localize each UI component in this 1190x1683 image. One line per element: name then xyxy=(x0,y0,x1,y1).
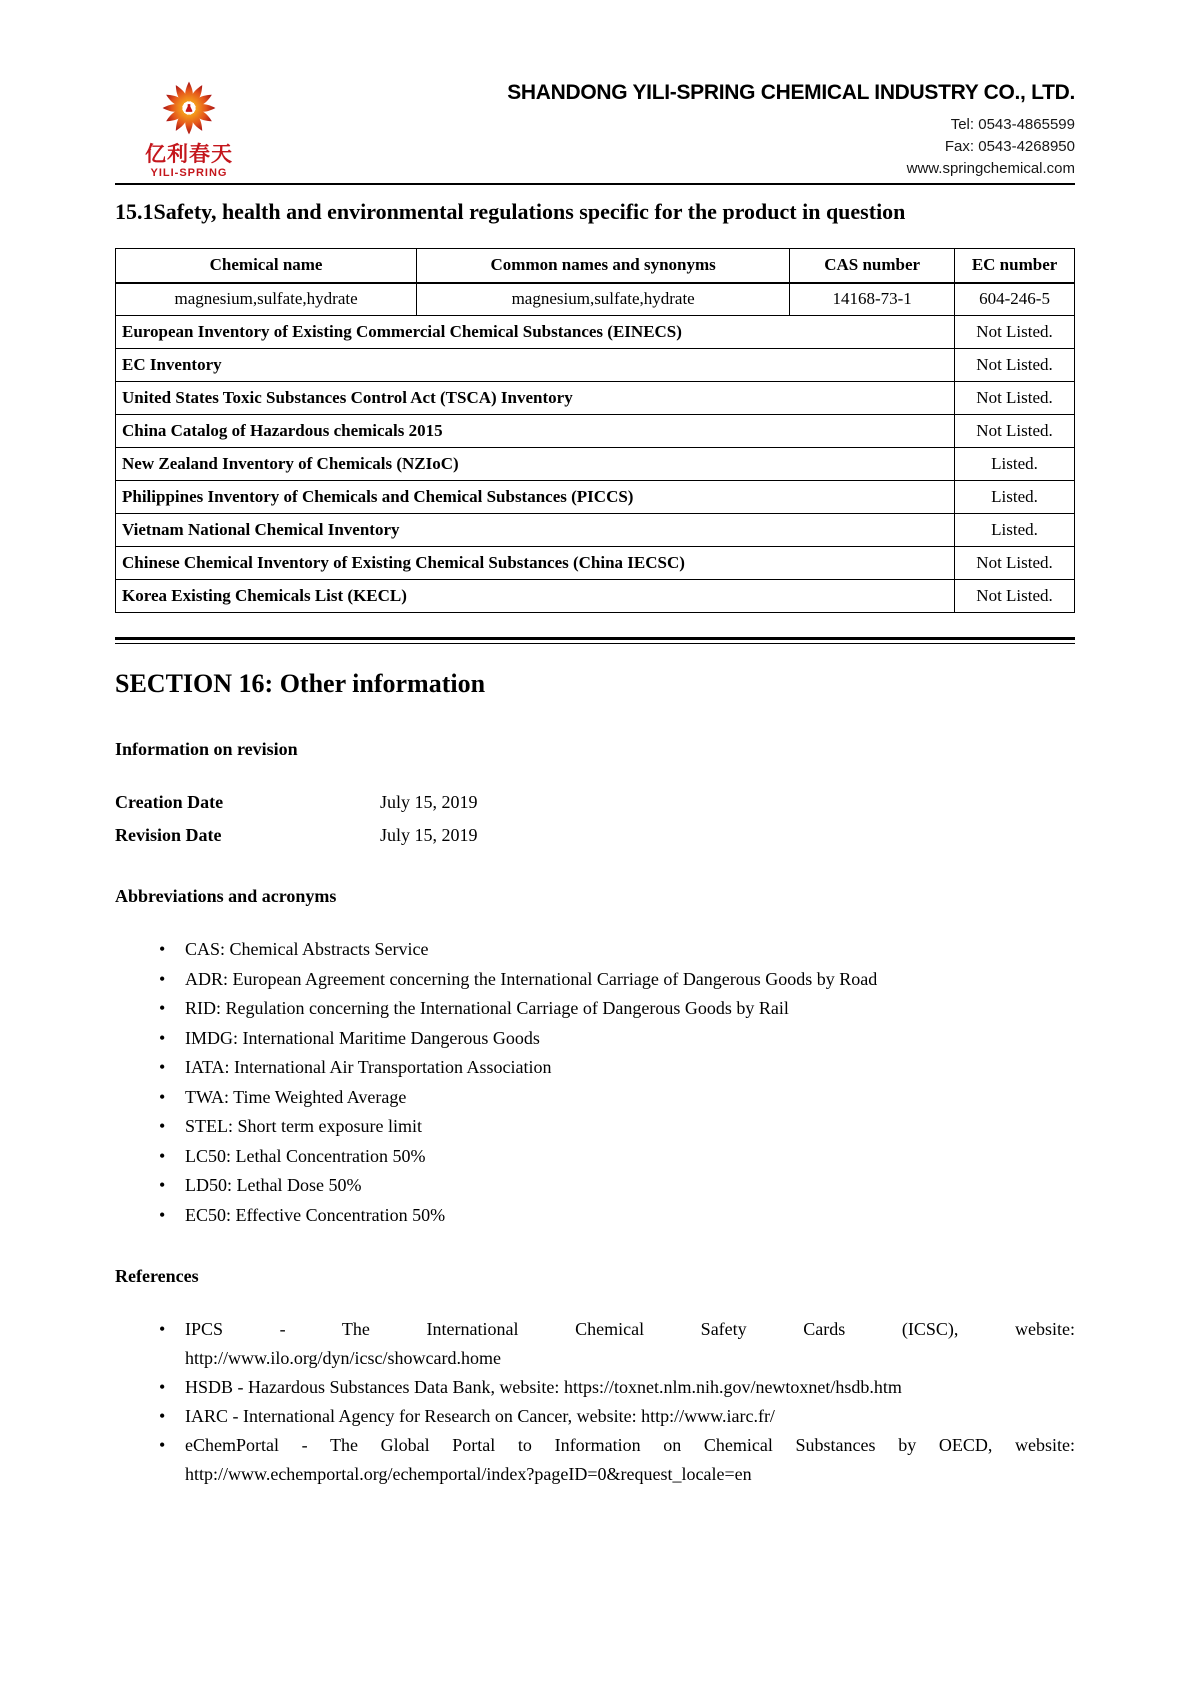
inventory-name: China Catalog of Hazardous chemicals 2015 xyxy=(116,415,955,448)
company-fax: Fax: 0543-4268950 xyxy=(944,138,1075,155)
abbreviation-item: • ADR: European Agreement concerning the International Carriage of Dangerous Goods by Road xyxy=(115,965,1075,995)
abbreviations-list xyxy=(115,935,1075,1230)
header-rule xyxy=(115,183,1075,185)
reference-url: http://www.ilo.org/dyn/icsc/showcard.home xyxy=(185,1348,501,1368)
abbreviation-item: • IATA: International Air Transportation Association xyxy=(115,1053,1075,1083)
reference-url: https://toxnet.nlm.nih.gov/newtoxnet/hsdb.htm xyxy=(563,1377,902,1397)
regulatory-table xyxy=(115,248,1075,613)
inventory-row xyxy=(116,382,1075,415)
inventory-name: EC Inventory xyxy=(116,349,955,382)
abbreviation-item: • IMDG: International Maritime Dangerous Goods xyxy=(115,1024,1075,1054)
inventory-row xyxy=(116,415,1075,448)
creation-date-label: Creation Date xyxy=(115,792,224,812)
company-info xyxy=(507,78,1075,180)
abbreviation-item: • LD50: Lethal Dose 50% xyxy=(115,1171,1075,1201)
company-website: www.springchemical.com xyxy=(906,160,1075,177)
substance-row xyxy=(116,283,1075,316)
abbreviations-heading: Abbreviations and acronyms xyxy=(115,886,337,906)
abbreviation-item: • EC50: Effective Concentration 50% xyxy=(115,1201,1075,1231)
inventory-row xyxy=(116,448,1075,481)
references-heading: References xyxy=(115,1266,199,1286)
inventory-status: Listed. xyxy=(955,514,1075,547)
reference-item xyxy=(115,1315,1075,1373)
cas-number-cell: 14168-73-1 xyxy=(790,283,955,316)
column-header-chemical-name: Chemical name xyxy=(116,249,417,283)
creation-date-value: July 15, 2019 xyxy=(380,792,478,812)
reference-text: HSDB - Hazardous Substances Data Bank, website: xyxy=(185,1377,560,1397)
abbreviation-item: • STEL: Short term exposure limit xyxy=(115,1112,1075,1142)
section-divider xyxy=(115,637,1075,644)
revision-heading: Information on revision xyxy=(115,739,298,759)
reference-text: IARC - International Agency for Research on Cancer, website: xyxy=(185,1406,637,1426)
reference-text: • IPCS - The International Chemical Safety Cards (ICSC), website: xyxy=(185,1319,1075,1339)
reference-url: http://www.iarc.fr/ xyxy=(641,1406,775,1426)
inventory-row xyxy=(116,547,1075,580)
flower-logo-icon xyxy=(159,78,219,138)
column-header-ec-number: EC number xyxy=(955,249,1075,283)
inventory-row xyxy=(116,580,1075,613)
table-header-row xyxy=(116,249,1075,283)
inventory-status: Not Listed. xyxy=(955,382,1075,415)
revision-date-row xyxy=(115,819,1075,852)
inventory-name: European Inventory of Existing Commercial Chemical Substances (EINECS) xyxy=(116,316,955,349)
references-list xyxy=(115,1315,1075,1489)
common-names-cell: magnesium,sulfate,hydrate xyxy=(417,283,790,316)
inventory-name: United States Toxic Substances Control Act (TSCA) Inventory xyxy=(116,382,955,415)
inventory-name: Chinese Chemical Inventory of Existing Chemical Substances (China IECSC) xyxy=(116,547,955,580)
logo-chinese-text: 亿利春天 xyxy=(145,143,233,166)
inventory-row xyxy=(116,514,1075,547)
revision-rows xyxy=(115,786,1075,852)
column-header-cas-number: CAS number xyxy=(790,249,955,283)
reference-item xyxy=(115,1373,1075,1402)
inventory-status: Not Listed. xyxy=(955,580,1075,613)
reference-text: • eChemPortal - The Global Portal to Information on Chemical Substances by OECD, website: xyxy=(185,1435,1075,1455)
revision-date-label: Revision Date xyxy=(115,825,222,845)
inventory-status: Not Listed. xyxy=(955,349,1075,382)
creation-date-row xyxy=(115,786,1075,819)
inventory-row xyxy=(116,316,1075,349)
company-logo xyxy=(141,78,237,179)
inventory-row xyxy=(116,349,1075,382)
page-header xyxy=(115,78,1075,180)
ec-number-cell: 604-246-5 xyxy=(955,283,1075,316)
company-tel: Tel: 0543-4865599 xyxy=(950,116,1075,133)
inventory-status: Listed. xyxy=(955,481,1075,514)
abbreviation-item: • RID: Regulation concerning the International Carriage of Dangerous Goods by Rail xyxy=(115,994,1075,1024)
revision-date-value: July 15, 2019 xyxy=(380,825,478,845)
reference-item xyxy=(115,1402,1075,1431)
logo-english-text: YILI-SPRING xyxy=(150,167,228,179)
inventory-status: Not Listed. xyxy=(955,316,1075,349)
inventory-status: Not Listed. xyxy=(955,547,1075,580)
company-name: SHANDONG YILI-SPRING CHEMICAL INDUSTRY CO., LTD. xyxy=(507,81,1075,104)
reference-url: http://www.echemportal.org/echemportal/index?pageID=0&request_locale=en xyxy=(185,1464,752,1484)
inventory-status: Listed. xyxy=(955,448,1075,481)
reference-item xyxy=(115,1431,1075,1489)
inventory-status: Not Listed. xyxy=(955,415,1075,448)
inventory-row xyxy=(116,481,1075,514)
column-header-common-names: Common names and synonyms xyxy=(417,249,790,283)
inventory-name: Korea Existing Chemicals List (KECL) xyxy=(116,580,955,613)
inventory-name: New Zealand Inventory of Chemicals (NZIoC) xyxy=(116,448,955,481)
chemical-name-cell: magnesium,sulfate,hydrate xyxy=(116,283,417,316)
section-15-1-title: 15.1Safety, health and environmental regulations specific for the product in question xyxy=(115,199,906,224)
inventory-name: Vietnam National Chemical Inventory xyxy=(116,514,955,547)
section-16-title: SECTION 16: Other information xyxy=(115,669,486,698)
abbreviation-item: • LC50: Lethal Concentration 50% xyxy=(115,1142,1075,1172)
abbreviation-item: • CAS: Chemical Abstracts Service xyxy=(115,935,1075,965)
abbreviation-item: • TWA: Time Weighted Average xyxy=(115,1083,1075,1113)
inventory-name: Philippines Inventory of Chemicals and Chemical Substances (PICCS) xyxy=(116,481,955,514)
